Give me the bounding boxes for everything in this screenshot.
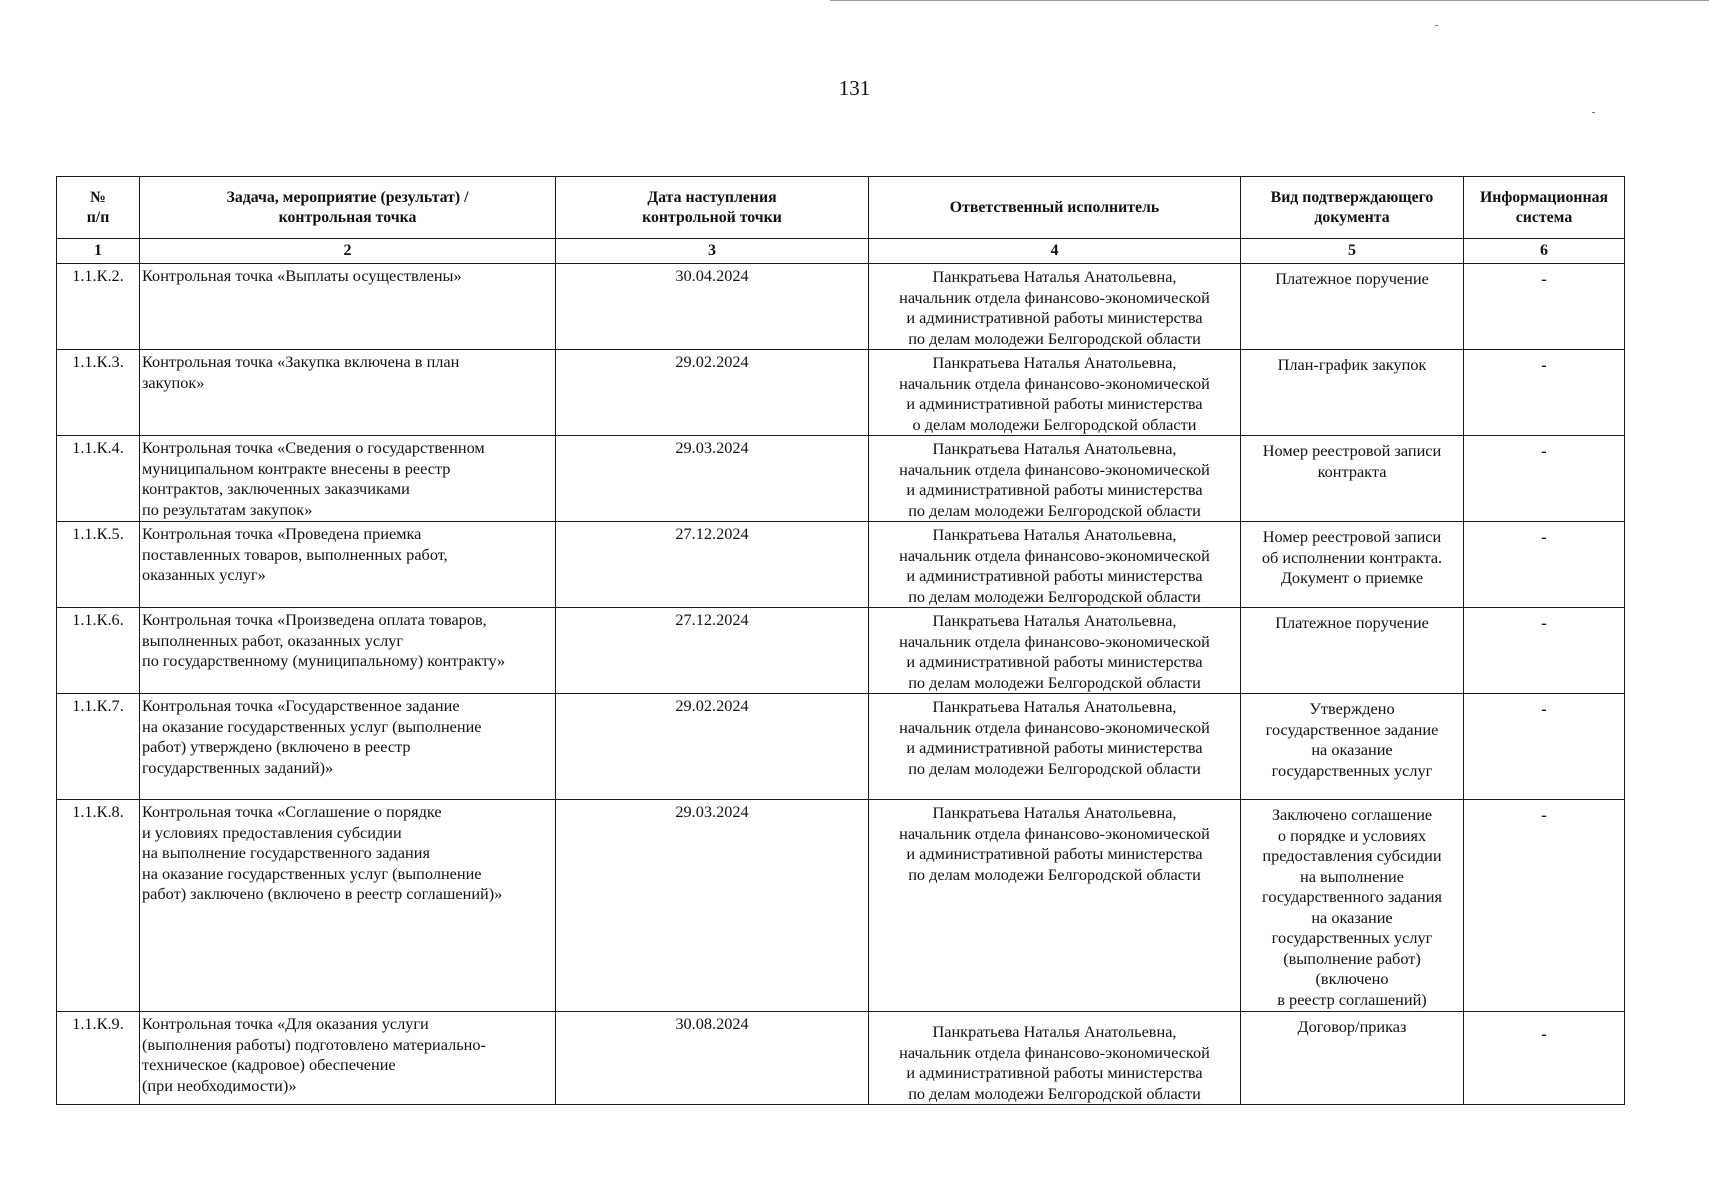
row-number: 1.1.К.9. xyxy=(57,1012,140,1105)
table-row xyxy=(57,436,1625,522)
row-task: Контрольная точка «Проведена приемка поставленных товаров, выполненных работ, оказанных услуг» xyxy=(140,522,556,608)
row-date: 29.02.2024 xyxy=(556,694,869,800)
column-number: 2 xyxy=(140,239,556,264)
row-executor: Панкратьева Наталья Анатольевна, начальник отдела финансово-экономической и административной работы министерства по делам молодежи Белгородской области xyxy=(869,800,1241,1012)
row-date: 29.03.2024 xyxy=(556,436,869,522)
row-system: - xyxy=(1464,436,1625,522)
row-task: Контрольная точка «Выплаты осуществлены» xyxy=(140,264,556,350)
scan-artifact xyxy=(1435,25,1438,26)
row-document: Утверждено государственное задание на оказание государственных услуг xyxy=(1241,694,1464,800)
header-row-number: № п/п xyxy=(57,177,140,239)
row-system: - xyxy=(1464,694,1625,800)
row-date: 27.12.2024 xyxy=(556,522,869,608)
row-date: 29.02.2024 xyxy=(556,350,869,436)
row-number: 1.1.К.5. xyxy=(57,522,140,608)
table-row xyxy=(57,608,1625,694)
row-task: Контрольная точка «Произведена оплата товаров, выполненных работ, оказанных услуг по государственному (муниципальному) контракту» xyxy=(140,608,556,694)
row-task: Контрольная точка «Соглашение о порядке и условиях предоставления субсидии на выполнение государственного задания на оказание государственных услуг (выполнение работ) заключено (включено в реестр соглашений)» xyxy=(140,800,556,1012)
column-number: 6 xyxy=(1464,239,1625,264)
row-document: План-график закупок xyxy=(1241,350,1464,436)
header-system: Информационная система xyxy=(1464,177,1625,239)
table-row xyxy=(57,1012,1625,1105)
row-task: Контрольная точка «Закупка включена в план закупок» xyxy=(140,350,556,436)
table-header-row xyxy=(57,177,1625,239)
row-executor: Панкратьева Наталья Анатольевна, начальник отдела финансово-экономической и административной работы министерства по делам молодежи Белгородской области xyxy=(869,522,1241,608)
row-document: Номер реестровой записи об исполнении контракта. Документ о приемке xyxy=(1241,522,1464,608)
row-task: Контрольная точка «Государственное задание на оказание государственных услуг (выполнение работ) утверждено (включено в реестр государственных заданий)» xyxy=(140,694,556,800)
row-system: - xyxy=(1464,608,1625,694)
control-points-table xyxy=(56,176,1625,1105)
column-number: 4 xyxy=(869,239,1241,264)
row-document: Платежное поручение xyxy=(1241,608,1464,694)
column-number: 1 xyxy=(57,239,140,264)
column-number-row xyxy=(57,239,1625,264)
header-document: Вид подтверждающего документа xyxy=(1241,177,1464,239)
scan-artifact xyxy=(1592,112,1595,113)
scan-edge-line xyxy=(830,0,1709,1)
row-date: 30.08.2024 xyxy=(556,1012,869,1105)
table-row xyxy=(57,694,1625,800)
row-number: 1.1.К.7. xyxy=(57,694,140,800)
row-executor: Панкратьева Наталья Анатольевна, начальник отдела финансово-экономической и административной работы министерства о делам молодежи Белгородской области xyxy=(869,350,1241,436)
row-task: Контрольная точка «Сведения о государственном муниципальном контракте внесены в реестр контрактов, заключенных заказчиками по результатам закупок» xyxy=(140,436,556,522)
header-executor: Ответственный исполнитель xyxy=(869,177,1241,239)
row-executor: Панкратьева Наталья Анатольевна, начальник отдела финансово-экономической и административной работы министерства по делам молодежи Белгородской области xyxy=(869,264,1241,350)
row-system: - xyxy=(1464,350,1625,436)
row-number: 1.1.К.8. xyxy=(57,800,140,1012)
page-number: 131 xyxy=(838,76,871,100)
row-executor: Панкратьева Наталья Анатольевна, начальник отдела финансово-экономической и административной работы министерства по делам молодежи Белгородской области xyxy=(869,608,1241,694)
table-row xyxy=(57,800,1625,1012)
row-executor: Панкратьева Наталья Анатольевна, начальник отдела финансово-экономической и административной работы министерства по делам молодежи Белгородской области xyxy=(869,1012,1241,1105)
row-system: - xyxy=(1464,1012,1625,1105)
row-task: Контрольная точка «Для оказания услуги (выполнения работы) подготовлено материально- техническое (кадровое) обеспечение (при необходимости)» xyxy=(140,1012,556,1105)
table-row xyxy=(57,350,1625,436)
row-date: 29.03.2024 xyxy=(556,800,869,1012)
row-executor: Панкратьева Наталья Анатольевна, начальник отдела финансово-экономической и административной работы министерства по делам молодежи Белгородской области xyxy=(869,436,1241,522)
row-executor: Панкратьева Наталья Анатольевна, начальник отдела финансово-экономической и административной работы министерства по делам молодежи Белгородской области xyxy=(869,694,1241,800)
row-number: 1.1.К.4. xyxy=(57,436,140,522)
row-system: - xyxy=(1464,264,1625,350)
row-document: Договор/приказ xyxy=(1241,1012,1464,1105)
column-number: 3 xyxy=(556,239,869,264)
header-date: Дата наступления контрольной точки xyxy=(556,177,869,239)
row-document: Номер реестровой записи контракта xyxy=(1241,436,1464,522)
row-document: Заключено соглашение о порядке и условиях предоставления субсидии на выполнение государственного задания на оказание государственных услуг (выполнение работ) (включено в реестр соглашений) xyxy=(1241,800,1464,1012)
row-number: 1.1.К.2. xyxy=(57,264,140,350)
row-number: 1.1.К.3. xyxy=(57,350,140,436)
row-number: 1.1.К.6. xyxy=(57,608,140,694)
row-date: 27.12.2024 xyxy=(556,608,869,694)
row-document: Платежное поручение xyxy=(1241,264,1464,350)
row-date: 30.04.2024 xyxy=(556,264,869,350)
table-row xyxy=(57,264,1625,350)
table-row xyxy=(57,522,1625,608)
row-system: - xyxy=(1464,522,1625,608)
column-number: 5 xyxy=(1241,239,1464,264)
header-task: Задача, мероприятие (результат) / контрольная точка xyxy=(140,177,556,239)
row-system: - xyxy=(1464,800,1625,1012)
